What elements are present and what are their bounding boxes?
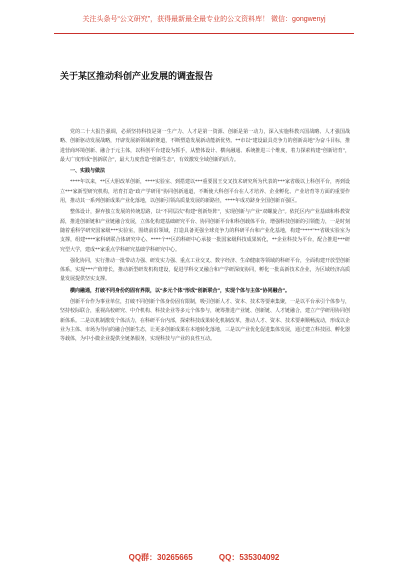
- section1-paragraph-1: ****年以来，**区大胆改革创新，****实验室、到搭建以***重要国王交叉技术研究所为代表的***家省级以上科创平台，再到设立***家新型研究机构，培育打造“政产学研用”协同创新通道，不断使大科创平台在人才培养、企业孵化、产业培育等方面的重要作用，推动其一系列创新成果产业化落地，以创新引领高质量发展的新路径，****年成功跻身全国创新百强区。: [60, 180, 351, 205]
- qq-group-number: QQ群：30265665: [128, 553, 193, 562]
- footer-contact: [0, 552, 408, 563]
- section-heading-1: 一、实践与做法: [70, 169, 106, 175]
- section-heading-2: 横向融通，打破不同身份的固有界限，以“多元个体”形成“创新联合”，实现个体与主体“协同融合”。: [70, 288, 291, 294]
- header-banner: 关注头条号“公文研究”，获得最新最全最专业的公文资料库！ 微信：gongwenyj: [82, 16, 326, 23]
- intro-paragraph: 党的二十大报告强调，必须坚持科技是第一生产力、人才是第一资源、创新是第一动力，深入实施科教兴国战略、人才强国战略、创新驱动发展战略，开辟发展新领域新赛道，不断塑造发展新动能新优势。**市以“建设最具竞争力的创新高地”为奋斗目标，推进营商环境创新、融合于元主体，以科创平台建设为抓手，从整体设计、横向融通、系统推进三个维度，着力探索构建“创新培育”，最大广度形成“创新联合”，最大力度营造“创新生态”，有效激发全域创新的活力。: [60, 130, 350, 163]
- document-body: [60, 128, 350, 347]
- section1-paragraph-3: 强化协同，实行推动一批带动力强、研发实力强、重点工业交叉、数字经济、生命健康等领域的科研平台，全面构建开放型创新体系，实现***产值增长，推动新型研发机构建设，促进学科交叉融合和产学研深度协同，孵化一批高新技术企业，为区域经济高质量发展提供坚实支撑。: [60, 258, 351, 283]
- header-divider: [54, 33, 354, 34]
- section2-paragraph-1: 创新平台作为事业单位，打破不同创新个体身份固有限制，吸引创新人才、资本、技术等要素集聚，一是以平台承引个体参与，坚持校际联合，重视高校研究、中介机构、科技企业等多元个体参与，统筹推进产业链、创新链、人才链融合，建立产学研用协同创新体系。二是以机制激发个体活力，在科研平台内部，探索科技成果转化机制改革，推动人才、资本、技术要素顺畅流动，形成以企业为主体、市场为导向的融合创新生态，让更多创新成果在本地转化落地，三是以产业优化促进集体发展，通过建立科技园、孵化器等载体，为中小微企业提供全链条服务，实现科技与产业的良性互动。: [60, 300, 351, 343]
- section1-paragraph-2: 整体设计，摒弃独立发展的传统思路，以“不同层次”构建“创新矩阵”，实现创新与产业“双螺旋合”。依托区内产业基础和科教资源，推进创新链和产业链融合发展，立体化构建基础研究平台、协同创新平台和科创载体平台，增强科技创新的引领能力，一是时刻随着重科学研究国家级***实验室，围绕前沿领域，打造具备更强全球竞争力的科研平台和产业化基地，构建“****”**省级实验室为支撑，组建****家科研联合体研究中心、****个**区的科研中心承接一批国家级科技成果转化，**企业科技为平台，配合推进***研究型大学，建成**家重点学科研究基础学科研究中心。: [60, 210, 351, 253]
- document-title: 关于某区推动科创产业发展的调查报告: [60, 71, 214, 81]
- qq-number: QQ：535304092: [218, 553, 280, 562]
